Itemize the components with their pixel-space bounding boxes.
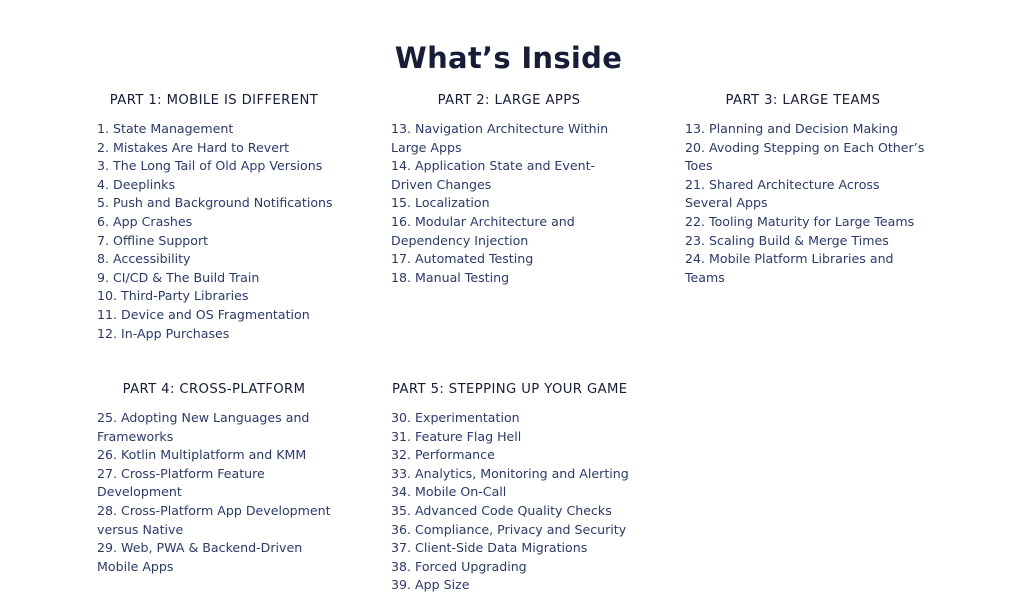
list-item: 15. Localization bbox=[391, 195, 490, 211]
list-item: 34. Mobile On-Call bbox=[391, 484, 507, 500]
list-item: 27. Cross-Platform Feature bbox=[97, 465, 265, 481]
list-item: 25. Adopting New Languages and bbox=[97, 410, 310, 425]
part-2-list bbox=[391, 120, 608, 287]
part-2-heading: PART 2: LARGE APPS bbox=[437, 93, 581, 108]
part-4-list bbox=[97, 409, 331, 576]
list-item: 13. Navigation Architecture Within bbox=[391, 121, 609, 136]
list-item: 14. Application State and Event- bbox=[391, 158, 596, 174]
list-item: 9. CI/CD & The Build Train bbox=[97, 269, 260, 285]
list-item: 22. Tooling Maturity for Large Teams bbox=[685, 213, 915, 229]
list-item: Teams bbox=[685, 269, 725, 285]
list-item: 31. Feature Flag Hell bbox=[391, 428, 522, 444]
list-item: Mobile Apps bbox=[97, 558, 174, 574]
list-item: 36. Compliance, Privacy and Security bbox=[391, 521, 627, 537]
list-item: 26. Kotlin Multiplatform and KMM bbox=[97, 447, 307, 463]
list-item: Driven Changes bbox=[391, 176, 492, 192]
list-item: 12. In-App Purchases bbox=[97, 325, 230, 341]
part-5-list bbox=[391, 409, 629, 595]
list-item: 35. Advanced Code Quality Checks bbox=[391, 502, 612, 518]
list-item: Dependency Injection bbox=[391, 232, 529, 248]
list-item: 29. Web, PWA & Backend-Driven bbox=[97, 540, 303, 556]
list-item: 3. The Long Tail of Old App Versions bbox=[97, 158, 323, 174]
list-item: 16. Modular Architecture and bbox=[391, 213, 575, 229]
list-item: 1. State Management bbox=[97, 121, 234, 136]
list-item: 5. Push and Background Notifications bbox=[97, 195, 333, 211]
list-item: Large Apps bbox=[391, 139, 462, 155]
list-item: 7. Offline Support bbox=[97, 232, 209, 248]
list-item: 21. Shared Architecture Across bbox=[685, 176, 880, 192]
list-item: 6. App Crashes bbox=[97, 213, 193, 229]
part-1-heading: PART 1: MOBILE IS DIFFERENT bbox=[109, 93, 319, 108]
list-item: 4. Deeplinks bbox=[97, 176, 176, 192]
list-item: 38. Forced Upgrading bbox=[391, 558, 527, 574]
list-item: 18. Manual Testing bbox=[391, 269, 510, 285]
list-item: Development bbox=[97, 484, 182, 500]
list-item: 8. Accessibility bbox=[97, 251, 191, 267]
part-1-list bbox=[97, 120, 333, 343]
list-item: 32. Performance bbox=[391, 447, 495, 463]
list-item: 20. Avoding Stepping on Each Other’s bbox=[685, 139, 925, 155]
part-5-heading: PART 5: STEPPING UP YOUR GAME bbox=[392, 382, 628, 397]
list-item: 17. Automated Testing bbox=[391, 251, 534, 267]
part-3-heading: PART 3: LARGE TEAMS bbox=[725, 93, 881, 108]
list-item: 13. Planning and Decision Making bbox=[685, 121, 898, 136]
list-item: 11. Device and OS Fragmentation bbox=[97, 306, 310, 322]
list-item: 23. Scaling Build & Merge Times bbox=[685, 232, 889, 248]
list-item: Frameworks bbox=[97, 428, 174, 444]
part-4-heading: PART 4: CROSS-PLATFORM bbox=[122, 382, 306, 397]
list-item: versus Native bbox=[97, 521, 184, 537]
list-item: 28. Cross-Platform App Development bbox=[97, 502, 331, 518]
list-item: 2. Mistakes Are Hard to Revert bbox=[97, 139, 290, 155]
list-item: 39. App Size bbox=[391, 577, 470, 593]
list-item: 37. Client-Side Data Migrations bbox=[391, 540, 588, 556]
part-3-list bbox=[685, 120, 924, 287]
list-item: Several Apps bbox=[685, 195, 768, 211]
list-item: 33. Analytics, Monitoring and Alerting bbox=[391, 465, 629, 481]
list-item: 30. Experimentation bbox=[391, 410, 520, 425]
list-item: 10. Third-Party Libraries bbox=[97, 288, 249, 304]
page-title: What’s Inside bbox=[394, 41, 623, 76]
list-item: 24. Mobile Platform Libraries and bbox=[685, 251, 894, 267]
list-item: Toes bbox=[685, 158, 713, 174]
